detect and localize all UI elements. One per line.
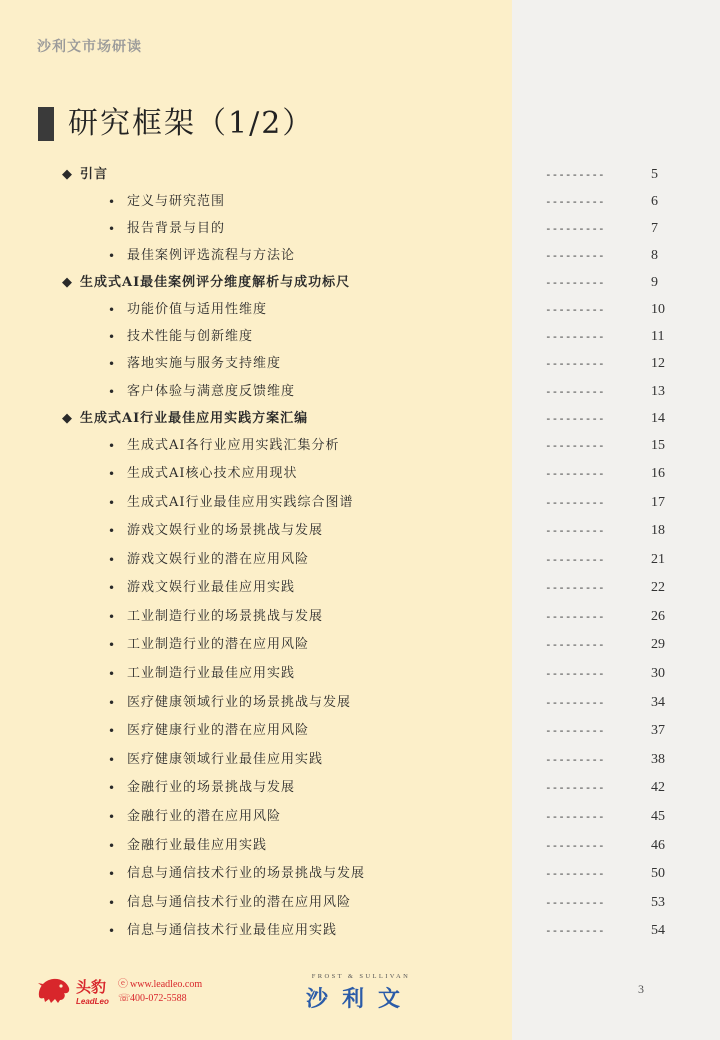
dot-bullet-icon: •	[108, 467, 116, 481]
toc-item[interactable]	[0, 381, 720, 403]
toc-label: 信息与通信技术行业最佳应用实践	[127, 923, 338, 938]
toc-page-number: 12	[651, 356, 665, 371]
toc-leader: ---------	[545, 667, 605, 680]
toc-leader: ---------	[545, 412, 605, 425]
dot-bullet-icon: •	[108, 581, 116, 595]
toc-label: 工业制造行业最佳应用实践	[127, 666, 296, 681]
toc-section[interactable]	[0, 272, 720, 294]
website-link[interactable]: www.leadleo.com	[130, 979, 203, 990]
phone-icon: ☏	[118, 993, 131, 1004]
toc-leader: ---------	[545, 638, 605, 651]
toc-item[interactable]	[0, 549, 720, 571]
diamond-bullet-icon: ◆	[62, 167, 72, 182]
diamond-bullet-icon: ◆	[62, 411, 72, 426]
shaliwen-logo: 沙利文	[306, 987, 415, 1012]
toc-leader: ---------	[545, 168, 605, 181]
toc-page-number: 14	[651, 411, 665, 426]
toc-page-number: 17	[651, 495, 665, 510]
toc-label: 信息与通信技术行业的潜在应用风险	[127, 895, 352, 910]
toc-item[interactable]	[0, 835, 720, 857]
toc-label: 生成式AI最佳案例评分维度解析与成功标尺	[80, 275, 351, 290]
toc-page-number: 18	[651, 523, 665, 538]
dot-bullet-icon: •	[108, 249, 116, 263]
toc-label: 医疗健康领域行业的场景挑战与发展	[127, 695, 352, 710]
toc-label: 工业制造行业的场景挑战与发展	[127, 609, 324, 624]
toc-item[interactable]	[0, 663, 720, 685]
dot-bullet-icon: •	[108, 810, 116, 824]
toc-leader: ---------	[545, 781, 605, 794]
toc-label: 功能价值与适用性维度	[127, 302, 268, 317]
dot-bullet-icon: •	[108, 724, 116, 738]
toc-leader: ---------	[545, 439, 605, 452]
toc-leader: ---------	[545, 581, 605, 594]
page-number: 3	[638, 982, 644, 996]
toc-page-number: 21	[651, 552, 665, 567]
toc-label: 定义与研究范围	[127, 194, 226, 209]
toc-page-number: 5	[651, 167, 658, 182]
toc-page-number: 38	[651, 752, 665, 767]
toc-page-number: 34	[651, 695, 665, 710]
toc-label: 引言	[80, 167, 109, 182]
toc-page-number: 6	[651, 194, 658, 209]
toc-label: 生成式AI行业最佳应用实践综合图谱	[127, 495, 354, 510]
toc-page-number: 53	[651, 895, 665, 910]
toc-item[interactable]	[0, 777, 720, 799]
toc-section[interactable]	[0, 164, 720, 186]
toc-label: 落地实施与服务支持维度	[127, 356, 282, 371]
toc-item[interactable]	[0, 720, 720, 742]
toc-label: 最佳案例评选流程与方法论	[127, 248, 296, 263]
toc-label: 报告背景与目的	[127, 221, 226, 236]
toc-label: 生成式AI核心技术应用现状	[127, 466, 298, 481]
toc-item[interactable]	[0, 863, 720, 885]
toc-page-number: 54	[651, 923, 665, 938]
toc-section[interactable]	[0, 408, 720, 430]
toc-label: 客户体验与满意度反馈维度	[127, 384, 296, 399]
dot-bullet-icon: •	[108, 303, 116, 317]
dot-bullet-icon: •	[108, 753, 116, 767]
toc-page-number: 11	[651, 329, 665, 344]
toc-item[interactable]	[0, 806, 720, 828]
toc-leader: ---------	[545, 195, 605, 208]
toc-item[interactable]	[0, 749, 720, 771]
toc-label: 金融行业的场景挑战与发展	[127, 780, 296, 795]
toc-leader: ---------	[545, 330, 605, 343]
toc-item[interactable]	[0, 435, 720, 457]
dot-bullet-icon: •	[108, 638, 116, 652]
toc-leader: ---------	[545, 896, 605, 909]
toc-page-number: 7	[651, 221, 658, 236]
toc-leader: ---------	[545, 810, 605, 823]
toc-page-number: 37	[651, 723, 665, 738]
toc-item[interactable]	[0, 577, 720, 599]
toc-item[interactable]	[0, 326, 720, 348]
title-accent-bar	[38, 107, 54, 141]
toc-item[interactable]	[0, 892, 720, 914]
toc-page-number: 30	[651, 666, 665, 681]
toc-page-number: 13	[651, 384, 665, 399]
toc-item[interactable]	[0, 353, 720, 375]
toc-item[interactable]	[0, 520, 720, 542]
dot-bullet-icon: •	[108, 896, 116, 910]
toc-item[interactable]	[0, 634, 720, 656]
toc-item[interactable]	[0, 218, 720, 240]
toc-label: 信息与通信技术行业的场景挑战与发展	[127, 866, 366, 881]
frost-sullivan-wordmark: FROST & SULLIVAN	[311, 973, 411, 980]
leadleo-chinese-name: 头豹	[76, 978, 107, 996]
toc-page-number: 15	[651, 438, 665, 453]
toc-page-number: 10	[651, 302, 665, 317]
toc-item[interactable]	[0, 245, 720, 267]
dot-bullet-icon: •	[108, 696, 116, 710]
toc-leader: ---------	[545, 553, 605, 566]
toc-leader: ---------	[545, 724, 605, 737]
dot-bullet-icon: •	[108, 924, 116, 938]
web-icon: ⓔ	[118, 979, 128, 990]
toc-leader: ---------	[545, 924, 605, 937]
toc-label: 技术性能与创新维度	[127, 329, 254, 344]
diamond-bullet-icon: ◆	[62, 275, 72, 290]
toc-leader: ---------	[545, 524, 605, 537]
toc-page-number: 9	[651, 275, 658, 290]
dot-bullet-icon: •	[108, 496, 116, 510]
toc-leader: ---------	[545, 610, 605, 623]
toc-leader: ---------	[545, 753, 605, 766]
toc-item[interactable]	[0, 492, 720, 514]
page-title: 研究框架（1/2）	[68, 106, 315, 141]
toc-label: 生成式AI行业最佳应用实践方案汇编	[80, 411, 309, 426]
dot-bullet-icon: •	[108, 222, 116, 236]
toc-leader: ---------	[545, 496, 605, 509]
lion-icon	[36, 974, 72, 1004]
toc-leader: ---------	[545, 303, 605, 316]
contact-info	[118, 978, 202, 1006]
dot-bullet-icon: •	[108, 524, 116, 538]
dot-bullet-icon: •	[108, 839, 116, 853]
dot-bullet-icon: •	[108, 667, 116, 681]
toc-label: 金融行业的潜在应用风险	[127, 809, 282, 824]
toc-page-number: 8	[651, 248, 658, 263]
header-brand: 沙利文市场研读	[37, 39, 142, 55]
toc-item[interactable]	[0, 606, 720, 628]
toc-leader: ---------	[545, 357, 605, 370]
toc-leader: ---------	[545, 467, 605, 480]
leadleo-english-name: LeadLeo	[76, 997, 109, 1006]
toc-label: 生成式AI各行业应用实践汇集分析	[127, 438, 340, 453]
toc-label: 游戏文娱行业的潜在应用风险	[127, 552, 310, 567]
toc-label: 游戏文娱行业的场景挑战与发展	[127, 523, 324, 538]
dot-bullet-icon: •	[108, 867, 116, 881]
dot-bullet-icon: •	[108, 195, 116, 209]
toc-item[interactable]	[0, 191, 720, 213]
toc-leader: ---------	[545, 385, 605, 398]
toc-page-number: 26	[651, 609, 665, 624]
toc-page-number: 29	[651, 637, 665, 652]
toc-leader: ---------	[545, 696, 605, 709]
toc-item[interactable]	[0, 692, 720, 714]
toc-label: 工业制造行业的潜在应用风险	[127, 637, 310, 652]
dot-bullet-icon: •	[108, 781, 116, 795]
toc-page-number: 45	[651, 809, 665, 824]
dot-bullet-icon: •	[108, 553, 116, 567]
toc-label: 医疗健康行业的潜在应用风险	[127, 723, 310, 738]
dot-bullet-icon: •	[108, 439, 116, 453]
toc-page-number: 22	[651, 580, 665, 595]
dot-bullet-icon: •	[108, 610, 116, 624]
dot-bullet-icon: •	[108, 330, 116, 344]
toc-page-number: 16	[651, 466, 665, 481]
toc-leader: ---------	[545, 249, 605, 262]
toc-leader: ---------	[545, 222, 605, 235]
dot-bullet-icon: •	[108, 385, 116, 399]
toc-page-number: 46	[651, 838, 665, 853]
toc-item[interactable]	[0, 920, 720, 942]
toc-label: 金融行业最佳应用实践	[127, 838, 268, 853]
toc-item[interactable]	[0, 463, 720, 485]
leadleo-logo	[36, 972, 226, 1012]
toc-page-number: 50	[651, 866, 665, 881]
toc-page-number: 42	[651, 780, 665, 795]
toc-leader: ---------	[545, 867, 605, 880]
toc-leader: ---------	[545, 839, 605, 852]
toc-item[interactable]	[0, 299, 720, 321]
dot-bullet-icon: •	[108, 357, 116, 371]
phone-number: 400-072-5588	[130, 993, 187, 1004]
toc-label: 医疗健康领域行业最佳应用实践	[127, 752, 324, 767]
toc-leader: ---------	[545, 276, 605, 289]
toc-label: 游戏文娱行业最佳应用实践	[127, 580, 296, 595]
